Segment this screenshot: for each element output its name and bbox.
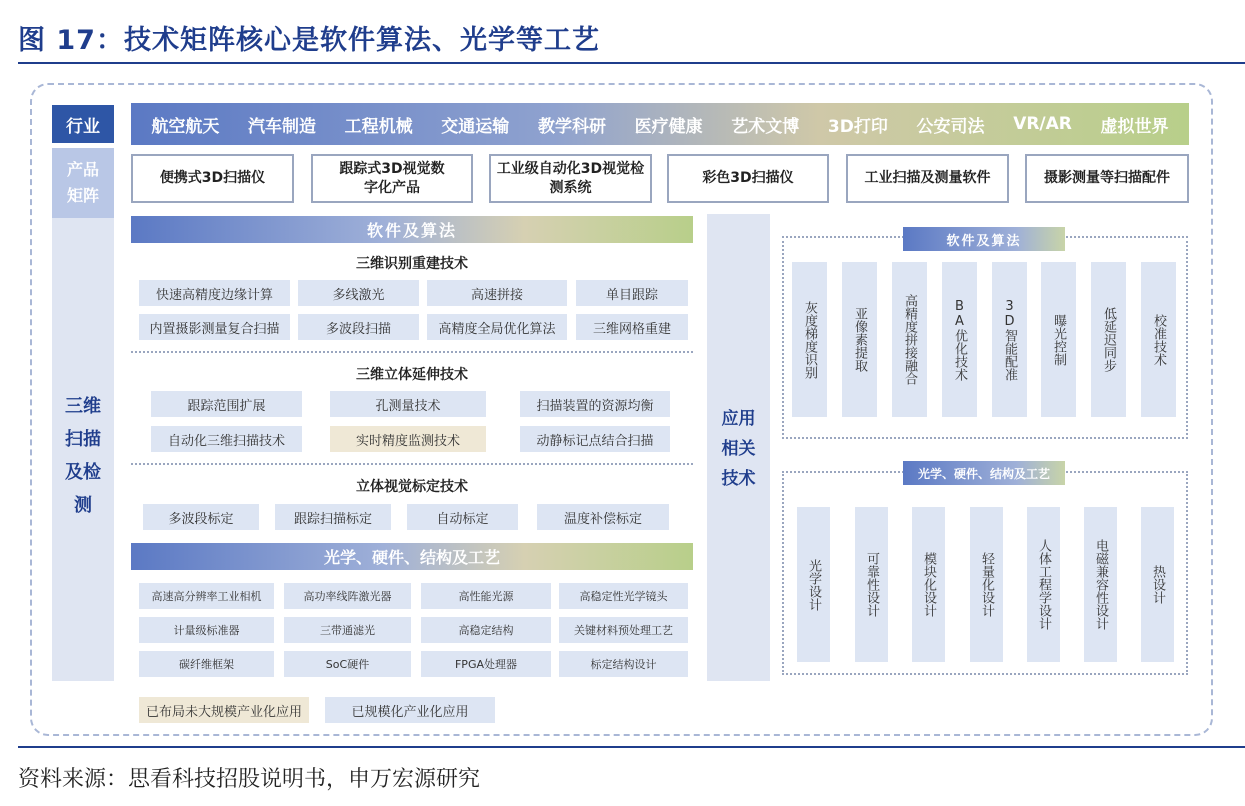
section-divider xyxy=(131,351,693,353)
tech-cell: 多线激光 xyxy=(298,280,419,306)
industry-item: 汽车制造 xyxy=(247,116,316,137)
industry-item: 3D打印 xyxy=(827,116,888,137)
applied-software-item: 3D智能配准 xyxy=(992,262,1027,417)
product-box xyxy=(846,154,1009,203)
tech-cell: 单目跟踪 xyxy=(576,280,688,306)
applied-optics-item: 热设计 xyxy=(1141,507,1174,662)
product-box xyxy=(1025,154,1189,203)
tech-cell: 多波段扫描 xyxy=(298,314,419,340)
industry-item: 交通运输 xyxy=(441,116,510,137)
applied-optics-item: 模块化设计 xyxy=(912,507,945,662)
product-box xyxy=(667,154,829,203)
industry-item: VR/AR xyxy=(1013,114,1072,134)
main-category-label xyxy=(52,390,114,522)
applied-optics-item: 人体工程学设计 xyxy=(1027,507,1060,662)
legend-scaled: 已规模化产业化应用 xyxy=(325,697,495,723)
optics-header: 光学、硬件、结构及工艺 xyxy=(131,543,693,570)
tech-cell: 高稳定结构 xyxy=(421,617,551,643)
calibration-title: 立体视觉标定技术 xyxy=(356,479,468,495)
industry-item: 公安司法 xyxy=(916,116,985,137)
legend-planned: 已布局未大规模产业化应用 xyxy=(139,697,309,723)
tech-cell: FPGA处理器 xyxy=(421,651,551,677)
tech-cell: SoC硬件 xyxy=(284,651,411,677)
tech-cell: 高速高分辨率工业相机 xyxy=(139,583,274,609)
applied-optics-item: 光学设计 xyxy=(797,507,830,662)
applied-software-item: 灰度梯度识别 xyxy=(792,262,827,417)
tech-cell: 扫描装置的资源均衡 xyxy=(520,391,670,417)
tech-cell: 多波段标定 xyxy=(143,504,259,530)
source-note: 资料来源：思看科技招股说明书，申万宏源研究 xyxy=(18,767,481,792)
tech-cell: 三带通滤光 xyxy=(284,617,411,643)
tech-cell: 温度补偿标定 xyxy=(537,504,669,530)
product-matrix-text: 产品矩阵 xyxy=(66,160,99,205)
tech-cell: 标定结构设计 xyxy=(559,651,688,677)
product-box xyxy=(489,154,652,203)
main-category-text: 三维扫描及检测 xyxy=(65,396,101,516)
tech-cell: 高稳定性光学镜头 xyxy=(559,583,688,609)
tech-cell: 计量级标准器 xyxy=(139,617,274,643)
applied-software-item: 低延迟同步 xyxy=(1091,262,1126,417)
tech-cell: 关键材料预处理工艺 xyxy=(559,617,688,643)
tech-cell: 高速拼接 xyxy=(427,280,567,306)
product-box xyxy=(131,154,294,203)
applied-software-item: 校准技术 xyxy=(1141,262,1176,417)
product-label: 便携式3D扫描仪 xyxy=(159,170,266,186)
product-label: 彩色3D扫描仪 xyxy=(702,170,794,186)
product-label: 跟踪式3D视觉数字化产品 xyxy=(339,160,445,196)
industry-item: 航空航天 xyxy=(151,116,220,137)
source-rule xyxy=(18,746,1245,748)
product-label: 工业扫描及测量软件 xyxy=(864,170,991,186)
applied-optics-item: 电磁兼容性设计 xyxy=(1084,507,1117,662)
tech-cell: 高精度全局优化算法 xyxy=(427,314,567,340)
tech-cell: 孔测量技术 xyxy=(330,391,486,417)
product-box xyxy=(311,154,473,203)
tech-cell: 跟踪扫描标定 xyxy=(275,504,391,530)
industry-item: 教学科研 xyxy=(537,116,606,137)
applied-optics-item: 轻量化设计 xyxy=(970,507,1003,662)
tech-cell: 快速高精度边缘计算 xyxy=(139,280,290,306)
extension-title: 三维立体延伸技术 xyxy=(356,367,468,383)
applied-tech-text: 应用相关技术 xyxy=(721,409,756,489)
tech-cell: 自动化三维扫描技术 xyxy=(151,426,302,452)
tech-cell: 自动标定 xyxy=(407,504,518,530)
tech-cell: 高性能光源 xyxy=(421,583,551,609)
applied-software-tag: 软件及算法 xyxy=(903,227,1065,251)
product-matrix-label xyxy=(52,148,114,218)
tech-cell: 跟踪范围扩展 xyxy=(151,391,302,417)
industry-item: 工程机械 xyxy=(344,116,413,137)
applied-software-item: 亚像素提取 xyxy=(842,262,877,417)
section-divider xyxy=(131,463,693,465)
tech-cell: 高功率线阵激光器 xyxy=(284,583,411,609)
tech-cell: 实时精度监测技术 xyxy=(330,426,486,452)
title-rule xyxy=(18,62,1245,64)
applied-optics-item: 可靠性设计 xyxy=(855,507,888,662)
applied-optics-tag: 光学、硬件、结构及工艺 xyxy=(903,461,1065,485)
industry-label: 行业 xyxy=(52,105,114,143)
applied-software-item: 高精度拼接融合 xyxy=(892,262,927,417)
tech-cell: 碳纤维框架 xyxy=(139,651,274,677)
industry-item: 艺术文博 xyxy=(731,116,800,137)
tech-cell: 动静标记点结合扫描 xyxy=(520,426,670,452)
figure-title: 图 17：技术矩阵核心是软件算法、光学等工艺 xyxy=(18,25,600,56)
applied-tech-label xyxy=(707,404,770,494)
industry-item: 医疗健康 xyxy=(634,116,703,137)
applied-software-item: BA优化技术 xyxy=(942,262,977,417)
tech-cell: 三维网格重建 xyxy=(576,314,688,340)
tech-cell: 内置摄影测量复合扫描 xyxy=(139,314,290,340)
industry-bar xyxy=(131,103,1189,145)
industry-item: 虚拟世界 xyxy=(1100,116,1169,137)
software-header: 软件及算法 xyxy=(131,216,693,243)
product-label: 摄影测量等扫描配件 xyxy=(1044,170,1170,186)
recon-title: 三维识别重建技术 xyxy=(356,256,468,272)
product-label: 工业级自动化3D视觉检测系统 xyxy=(496,160,645,196)
applied-software-item: 曝光控制 xyxy=(1041,262,1076,417)
